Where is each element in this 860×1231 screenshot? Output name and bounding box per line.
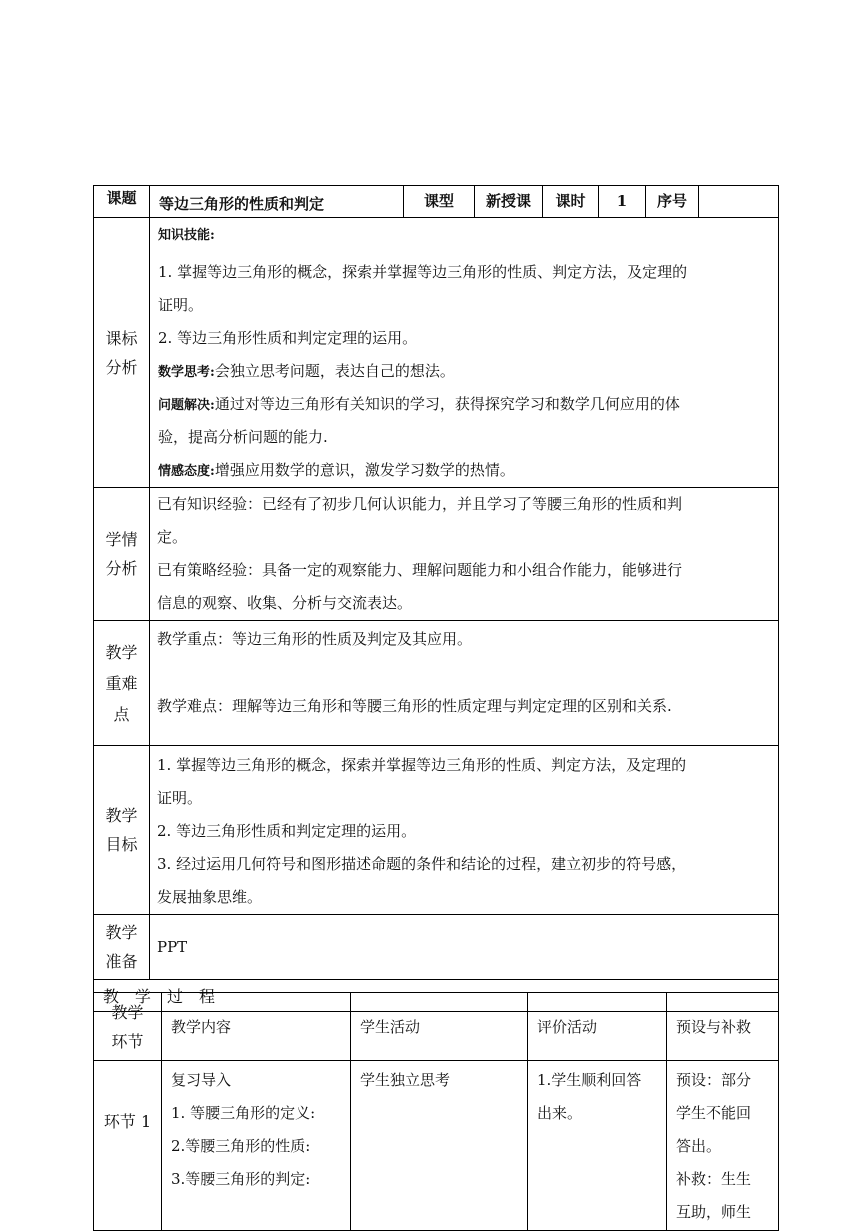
preset-line: 预设：部分: [676, 1071, 752, 1089]
type-value: 新授课: [475, 186, 543, 218]
content-line: 复习导入: [171, 1071, 232, 1089]
situation-line-4: 信息的观察、收集、分析与交流表达。: [157, 594, 413, 612]
col-header-evaluation: 评价活动: [528, 993, 667, 1061]
topic-value: 等边三角形的性质和判定: [150, 186, 404, 218]
content-line: 1. 等腰三角形的定义:: [171, 1104, 316, 1122]
evaluation-cell: [528, 1061, 667, 1231]
goals-content: [150, 746, 779, 915]
situation-line-2: 定。: [157, 528, 188, 546]
topic-label: 课题: [94, 186, 150, 218]
period-value: 1: [599, 186, 646, 218]
col-header-content: 教学内容: [162, 993, 351, 1061]
col-header-stage: 教学 环节: [94, 993, 162, 1061]
table-row: [94, 1061, 779, 1231]
content-line: 2.等腰三角形的性质:: [171, 1137, 311, 1155]
situation-content: [150, 488, 779, 621]
lesson-plan-table: [93, 185, 779, 1012]
situation-line-3: 已有策略经验：具备一定的观察能力、理解问题能力和小组合作能力，能够进行: [157, 561, 683, 579]
problem-solving-b: 验，提高分析问题的能力.: [158, 428, 328, 446]
type-label: 课型: [404, 186, 475, 218]
content-cell: [162, 1061, 351, 1231]
situation-line-1: 已有知识经验：已经有了初步几何认识能力，并且学习了等腰三角形的性质和判: [157, 495, 683, 513]
knowledge-item-1a: 1. 掌握等边三角形的概念，探索并掌握等边三角形的性质、判定方法，及定理的: [158, 263, 688, 281]
prep-value: PPT: [150, 915, 779, 980]
math-thinking: 数学思考:会独立思考问题，表达自己的想法。: [158, 362, 455, 380]
header-row: [94, 186, 779, 218]
goal-3b: 发展抽象思维。: [157, 888, 263, 906]
preset-line: 补救：生生: [676, 1170, 752, 1188]
col-header-preset: 预设与补救: [667, 993, 779, 1061]
stage-cell: 环节 1: [94, 1061, 162, 1231]
preset-line: 学生不能回: [676, 1104, 752, 1122]
goal-1a: 1. 掌握等边三角形的概念，探索并掌握等边三角形的性质、判定方法，及定理的: [157, 756, 687, 774]
keypoints-row: [94, 621, 779, 746]
evaluation-line: 1.学生顺利回答: [537, 1071, 642, 1089]
content-line: 3.等腰三角形的判定:: [171, 1170, 311, 1188]
preset-line: 答出。: [676, 1137, 722, 1155]
goal-2: 2. 等边三角形性质和判定定理的运用。: [157, 822, 417, 840]
evaluation-line: 出来。: [537, 1104, 583, 1122]
knowledge-item-2: 2. 等边三角形性质和判定定理的运用。: [158, 329, 418, 347]
col-header-student: 学生活动: [351, 993, 528, 1061]
teaching-difficulty: 教学难点：理解等边三角形和等腰三角形的性质定理与判定定理的区别和关系.: [157, 697, 672, 715]
knowledge-item-1b: 证明。: [158, 296, 204, 314]
seq-value: [699, 186, 779, 218]
student-activity: 学生独立思考: [360, 1071, 451, 1089]
process-table: [93, 992, 779, 1231]
student-activity-cell: [351, 1061, 528, 1231]
keypoints-content: [150, 621, 779, 746]
standards-row: [94, 218, 779, 488]
preset-cell: [667, 1061, 779, 1231]
situation-row: [94, 488, 779, 621]
period-label: 课时: [543, 186, 599, 218]
standards-label: 课标 分析: [94, 218, 150, 488]
knowledge-title: 知识技能:: [158, 228, 215, 243]
keypoints-label: 教学 重难 点: [94, 621, 150, 746]
seq-label: 序号: [646, 186, 699, 218]
situation-label: 学情 分析: [94, 488, 150, 621]
standards-content: [150, 218, 779, 488]
process-title: 教 学 过 程: [94, 980, 779, 1012]
goal-3a: 3. 经过运用几何符号和图形描述命题的条件和结论的过程，建立初步的符号感，: [157, 855, 687, 873]
prep-row: [94, 915, 779, 980]
prep-label: 教学 准备: [94, 915, 150, 980]
teaching-focus: 教学重点：等边三角形的性质及判定及其应用。: [157, 630, 473, 648]
process-header-row: [94, 993, 779, 1061]
goals-row: [94, 746, 779, 915]
emotion-attitude: 情感态度:增强应用数学的意识，激发学习数学的热情。: [158, 461, 515, 479]
goal-1b: 证明。: [157, 789, 203, 807]
goals-label: 教学 目标: [94, 746, 150, 915]
problem-solving-a: 问题解决:通过对等边三角形有关知识的学习，获得探究学习和数学几何应用的体: [158, 395, 680, 413]
preset-line: 互助，师生: [676, 1203, 752, 1221]
